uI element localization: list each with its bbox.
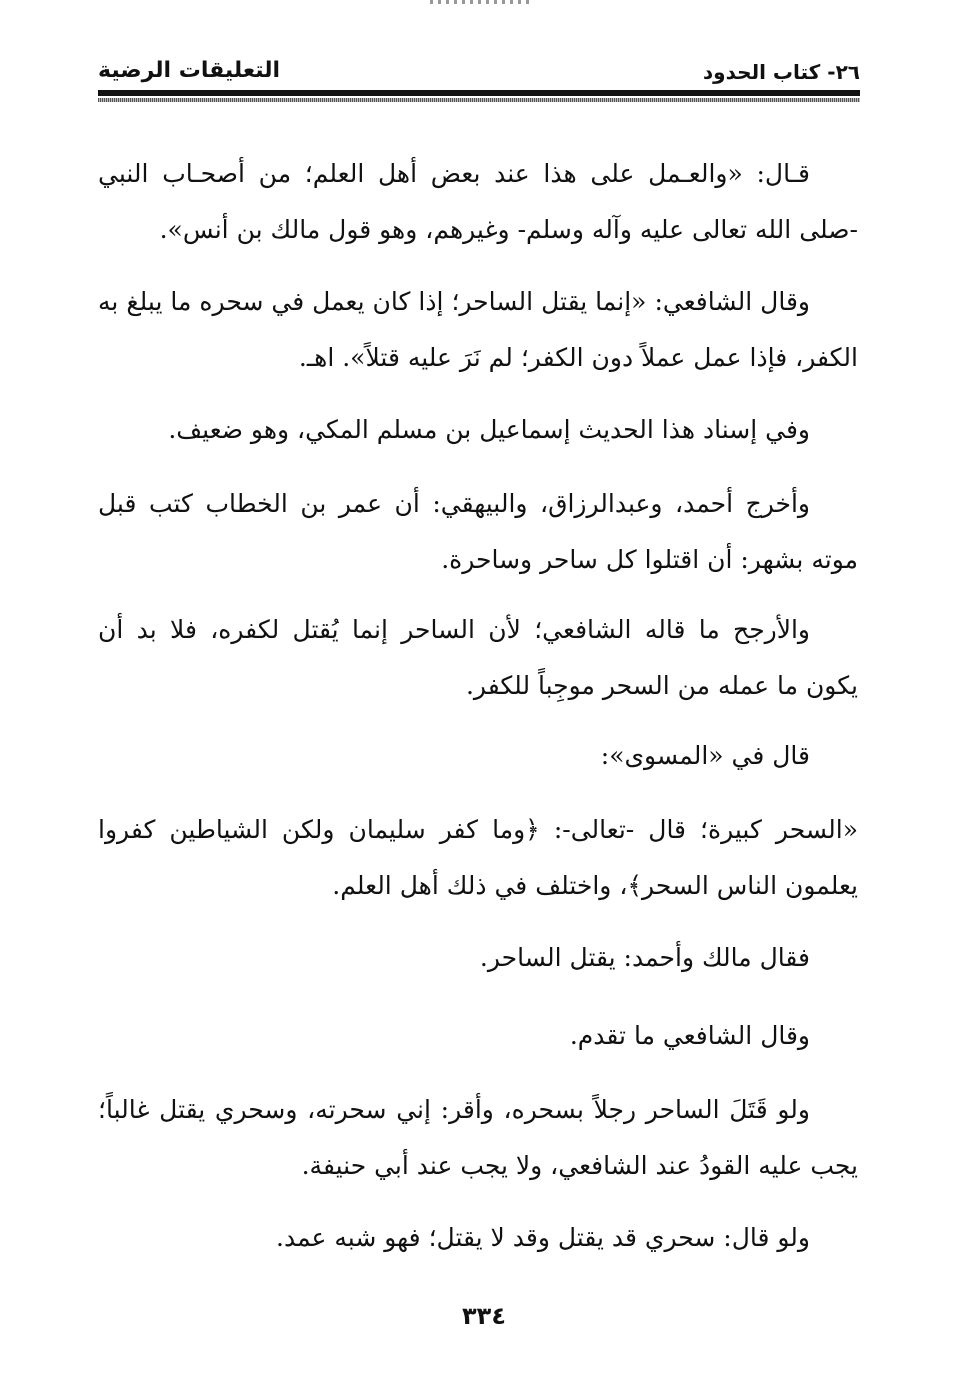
paragraph-7: «السحر كبيرة؛ قال -تعالى-: ﴿وما كفر سليمان ولكن الشياطين كفروا يعلمون الناس السحر﴾، واختلف في ذلك أهل العلم. <box>98 815 858 900</box>
book-title: التعليقات الرضية <box>98 58 281 83</box>
paragraph-9: وقال الشافعي ما تقدم. <box>569 1021 810 1050</box>
paragraph-11: ولو قال: سحري قد يقتل وقد لا يقتل؛ فهو شبه عمد. <box>276 1223 810 1252</box>
scan-artifact <box>430 0 530 4</box>
header-rule-pattern <box>98 98 860 102</box>
paragraph-6: قال في «المسوى»: <box>600 741 810 770</box>
running-header <box>98 58 860 88</box>
paragraph-2: وقال الشافعي: «إنما يقتل الساحر؛ إذا كان يعمل في سحره ما يبلغ به الكفر، فإذا عمل عملاً دون الكفر؛ لم نَرَ عليه قتلاً». اهـ. <box>98 287 858 372</box>
page-number: ٣٣٤ <box>462 1302 506 1330</box>
header-rule <box>98 90 860 96</box>
paragraph-3: وفي إسناد هذا الحديث إسماعيل بن مسلم المكي، وهو ضعيف. <box>168 415 810 444</box>
chapter-title: ٢٦- كتاب الحدود <box>702 60 860 84</box>
paragraph-1: قـال: «والعـمل على هذا عند بعض أهل العلم؛ من أصحـاب النبي -صلى الله تعالى عليه وآله وسلم- وغيرهم، وهو قول مالك بن أنس». <box>98 159 858 244</box>
paragraph-8: فقال مالك وأحمد: يقتل الساحر. <box>479 943 810 972</box>
paragraph-5: والأرجح ما قاله الشافعي؛ لأن الساحر إنما يُقتل لكفره، فلا بد أن يكون ما عمله من السحر موجِباً للكفر. <box>98 615 858 700</box>
paragraph-10: ولو قَتَلَ الساحر رجلاً بسحره، وأقر: إني سحرته، وسحري يقتل غالباً؛ يجب عليه القودُ عند الشافعي، ولا يجب عند أبي حنيفة. <box>98 1095 858 1180</box>
paragraph-4: وأخرج أحمد، وعبدالرزاق، والبيهقي: أن عمر بن الخطاب كتب قبل موته بشهر: أن اقتلوا كل ساحر وساحرة. <box>98 489 858 574</box>
